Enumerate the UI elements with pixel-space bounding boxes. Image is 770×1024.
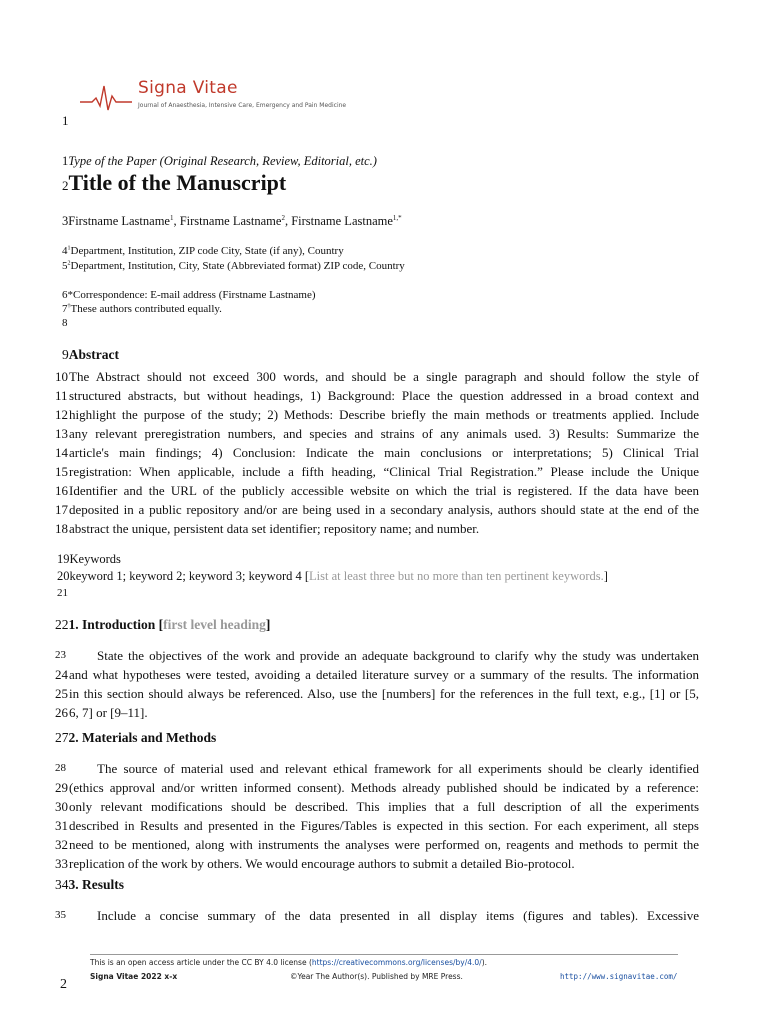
affiliation: Department, Institution, City, State (Abbreviated format) ZIP code, Country	[70, 260, 405, 272]
text-line	[55, 797, 699, 816]
journal-logo	[78, 78, 358, 118]
section-heading: 1. Introduction [	[68, 617, 164, 632]
line-number: 18	[55, 521, 68, 536]
line-text: (ethics approval and/or written informed consent). Methods already published should be indicated by a reference:	[69, 780, 699, 795]
affiliation-line	[62, 245, 344, 257]
line-number: 8	[62, 317, 68, 329]
text-line	[55, 778, 699, 797]
text-line	[55, 835, 699, 854]
author-name: , Firstname Lastname	[173, 214, 282, 229]
text-line	[55, 854, 699, 873]
text-line	[55, 906, 699, 925]
line-number: 22	[55, 617, 69, 632]
line-number: 32	[55, 837, 68, 852]
results-body	[55, 906, 699, 925]
equal-contribution-note: These authors contributed equally.	[70, 303, 222, 315]
text-line	[55, 816, 699, 835]
text-line	[55, 500, 699, 519]
title-line	[62, 170, 286, 196]
line-number: 23	[55, 649, 66, 661]
keywords-text: keyword 1; keyword 2; keyword 3; keyword 4 [	[69, 569, 310, 583]
keywords-hint: List at least three but no more than ten pertinent keywords.	[309, 569, 604, 583]
author-name: Firstname Lastname	[68, 214, 170, 229]
website-link[interactable]: http://www.signavitae.com/	[560, 972, 678, 981]
text-line	[55, 665, 699, 684]
line-number: 28	[55, 762, 66, 774]
line-number: 35	[55, 909, 66, 921]
affiliation: Department, Institution, ZIP code City, State (if any), Country	[70, 245, 344, 257]
results-heading-line	[55, 877, 124, 893]
affiliation-marker: †	[67, 303, 71, 310]
abstract-body	[55, 367, 699, 538]
correspondence-line	[62, 289, 316, 301]
line-number: 25	[55, 686, 68, 701]
author-name: , Firstname Lastname	[284, 214, 393, 229]
keywords-label: Keywords	[69, 552, 121, 566]
methods-body	[55, 759, 699, 873]
correspondence: *Correspondence: E-mail address (Firstname Lastname)	[67, 289, 316, 301]
abstract-heading-line	[62, 347, 119, 363]
line-number: 9	[62, 347, 69, 362]
affiliation-line	[62, 260, 405, 272]
line-number: 19	[57, 552, 70, 566]
text-line	[55, 703, 699, 722]
line-number: 21	[57, 587, 68, 599]
affiliation-marker: 1	[67, 245, 71, 252]
paper-type: Type of the Paper (Original Research, Review, Editorial, etc.)	[68, 154, 377, 168]
page-number: 2	[60, 977, 67, 992]
text-line	[55, 443, 699, 462]
equal-contribution-line	[62, 303, 222, 315]
line-number: 26	[55, 705, 68, 720]
line-number: 17	[55, 502, 68, 517]
manuscript-title: Title of the Manuscript	[68, 170, 287, 195]
line-text: any relevant preregistration numbers, and species and strains of any animals used. 3) Results: Summarize the	[69, 426, 699, 441]
text-line	[55, 386, 699, 405]
license-line	[90, 958, 487, 967]
intro-heading-line	[55, 617, 270, 633]
line-number: 31	[55, 818, 68, 833]
line-number: 4	[62, 245, 68, 257]
line-number: 1	[62, 113, 69, 128]
line-number: 13	[55, 426, 68, 441]
line-text: described in Results and presented in the Figures/Tables is expected in this section. For each experiment, all steps	[69, 818, 699, 833]
line-text: Identifier and the URL of the publicly accessible website on which the trial is registered. If the data have been	[69, 483, 699, 498]
line-number: 33	[55, 856, 68, 871]
line-number: 29	[55, 780, 68, 795]
text-line	[55, 684, 699, 703]
line-text: replication of the work by others. We would encourage authors to submit a detailed Bio-protocol.	[69, 856, 575, 871]
line-number: 11	[55, 388, 68, 403]
bracket: ]	[265, 617, 271, 632]
line-number: 2	[62, 178, 69, 193]
line-text: deposited in a public repository and/or are being used in a secondary analysis, authors should state at the end of the	[69, 502, 699, 517]
text-line	[55, 759, 699, 778]
heartbeat-icon	[78, 82, 134, 112]
line-text: registration: When applicable, include a fifth heading, “Clinical Trial Registration.” Please include the Unique	[69, 464, 699, 479]
journal-subtitle: Journal of Anaesthesia, Intensive Care, Emergency and Pain Medicine	[138, 102, 347, 109]
line-number: 16	[55, 483, 68, 498]
bracket: ]	[603, 569, 608, 583]
text-line	[55, 481, 699, 500]
license-link[interactable]: https://creativecommons.org/licenses/by/4.0/	[311, 958, 482, 967]
line-number: 12	[55, 407, 68, 422]
text-line	[55, 519, 699, 538]
section-heading: 2. Materials and Methods	[68, 730, 217, 745]
line-number: 15	[55, 464, 68, 479]
line-text: 6, 7] or [9–11].	[69, 705, 148, 720]
license-text-end: ).	[481, 958, 487, 967]
copyright: ©Year The Author(s). Published by MRE Press.	[290, 972, 463, 981]
intro-body	[55, 646, 699, 722]
line-text: need to be mentioned, along with instruments the analyses were performed on, reagents and methods to permit the	[69, 837, 699, 852]
text-line	[55, 405, 699, 424]
text-line	[55, 424, 699, 443]
line-number: 5	[62, 260, 68, 272]
text-line	[55, 462, 699, 481]
line-number: 30	[55, 799, 68, 814]
keywords-line	[57, 569, 608, 584]
affiliation-marker: 1,*	[392, 214, 402, 222]
line-number: 20	[57, 569, 70, 583]
line-text: article's main findings; 4) Conclusion: Indicate the main conclusions or interpretations; 5) Clinical Trial	[69, 445, 699, 460]
affiliation-marker: 1	[169, 214, 174, 222]
line-number: 14	[55, 445, 68, 460]
line-text: in this section should always be referenced. Also, use the [numbers] for the references in the full text, e.g., [1] or [5,	[69, 686, 699, 701]
footer-divider	[90, 954, 678, 955]
paper-type-line	[62, 154, 377, 169]
license-text: This is an open access article under the CC BY 4.0 license (	[90, 958, 312, 967]
authors-line	[62, 214, 402, 229]
line-text: and what hypotheses were tested, avoiding a detailed literature survey or a summary of the results. The information	[69, 667, 699, 682]
line-text: highlight the purpose of the study; 2) Methods: Describe briefly the main methods or treatments applied. Include	[69, 407, 699, 422]
line-text: structured abstracts, but without headings, 1) Background: Place the question addressed in a broad context and	[69, 388, 699, 403]
line-text: The source of material used and relevant ethical framework for all experiments should be clearly identified	[97, 761, 699, 776]
line-text: abstract the unique, persistent data set identifier; repository name; and number.	[69, 521, 480, 536]
line-number: 34	[55, 877, 69, 892]
line-text: State the objectives of the work and provide an adequate background to clarify why the study was undertaken	[97, 648, 699, 663]
line-text: only relevant modifications should be described. This implies that a full description of all the experiments	[69, 799, 699, 814]
line-number: 7	[62, 303, 68, 315]
methods-heading-line	[55, 730, 216, 746]
line-number: 10	[55, 369, 68, 384]
journal-year: Signa Vitae 2022 x-x	[90, 972, 178, 981]
line-number: 1	[62, 154, 69, 168]
section-heading: 3. Results	[68, 877, 125, 892]
line-number: 6	[62, 289, 68, 301]
text-line	[55, 646, 699, 665]
journal-name: Signa Vitae	[138, 78, 238, 98]
line-text: The Abstract should not exceed 300 words, and should be a single paragraph and should follow the style of	[69, 369, 699, 384]
line-number: 24	[55, 667, 68, 682]
heading-hint: first level heading	[163, 617, 266, 632]
abstract-heading: Abstract	[68, 347, 119, 362]
affiliation-marker: 2	[281, 214, 285, 222]
affiliation-marker: 2	[67, 260, 71, 267]
line-number: 3	[62, 214, 69, 229]
keywords-label-line	[57, 552, 121, 567]
line-number: 27	[55, 730, 69, 745]
text-line	[55, 367, 699, 386]
line-text: Include a concise summary of the data presented in all display items (figures and tables). Excessive	[97, 908, 699, 923]
